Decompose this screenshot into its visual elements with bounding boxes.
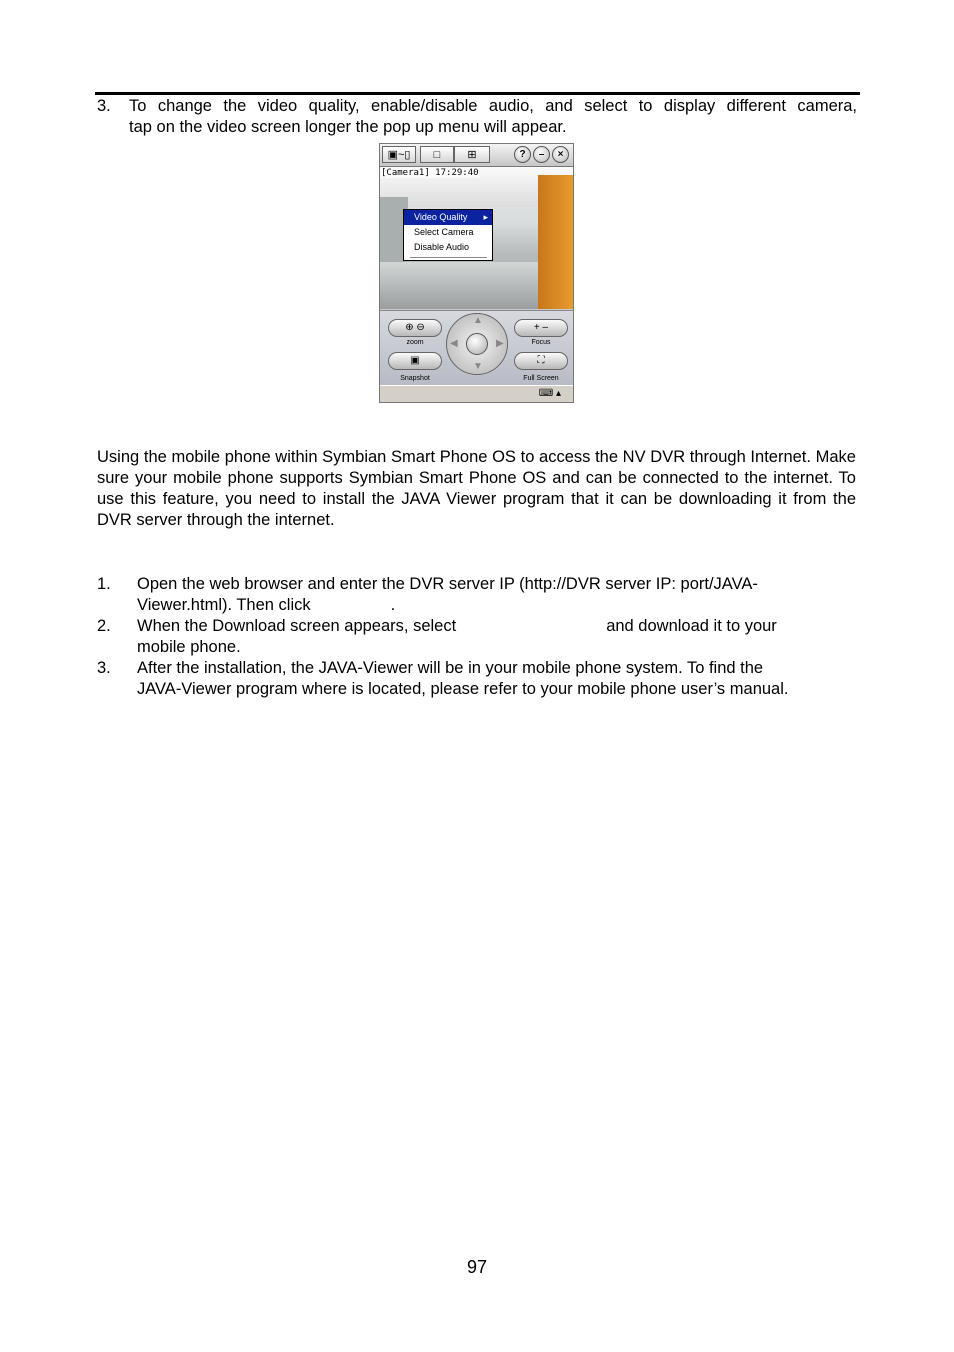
fullscreen-button[interactable]: ⛶	[514, 352, 568, 370]
step-3	[97, 658, 867, 700]
keyboard-icon[interactable]: ⌨ ▴	[538, 388, 561, 399]
snapshot-button[interactable]: ▣	[388, 352, 442, 370]
step-text: When the Download screen appears, select	[137, 617, 457, 635]
menu-item-select-camera[interactable]: Select Camera	[414, 227, 474, 237]
popup-menu	[403, 209, 493, 261]
step-text: Viewer.html). Then click	[137, 596, 311, 614]
help-icon[interactable]: ?	[514, 146, 531, 163]
menu-item-video-quality[interactable]: Video Quality ▸	[404, 210, 492, 225]
control-panel	[380, 310, 573, 385]
step-text: Open the web browser and enter the DVR server IP (http://DVR server IP: port/JAVA-	[137, 575, 758, 593]
focus-buttons[interactable]: + –	[514, 319, 568, 337]
step-2	[97, 616, 867, 658]
zoom-buttons[interactable]: ⊕ ⊖	[388, 319, 442, 337]
page-number: 97	[466, 1257, 488, 1277]
arrow-down-icon[interactable]: ▼	[473, 361, 483, 372]
close-icon[interactable]: ×	[552, 146, 569, 163]
ptz-direction-pad[interactable]	[446, 313, 508, 375]
item-text-line2: tap on the video screen longer the pop up menu will appear.	[129, 118, 567, 136]
header-rule	[95, 92, 860, 95]
connect-icon[interactable]: ▣~▯	[382, 146, 416, 163]
arrow-left-icon[interactable]: ◀	[450, 338, 458, 349]
step-text: and download it to your	[606, 617, 777, 635]
step-text: JAVA-Viewer program where is located, please refer to your mobile phone user’s manual.	[137, 680, 789, 698]
video-door	[538, 175, 573, 309]
step-text: After the installation, the JAVA-Viewer will be in your mobile phone system. To find the	[137, 659, 764, 677]
snapshot-label: Snapshot	[400, 375, 430, 382]
step-text: mobile phone.	[137, 638, 241, 656]
arrow-up-icon[interactable]: ▲	[473, 315, 483, 326]
item-text-line1: To change the video quality, enable/disable audio, and select to display different camera,	[129, 97, 857, 115]
step-number: 2.	[97, 617, 111, 635]
video-screen[interactable]	[380, 167, 573, 309]
symbian-paragraph: Using the mobile phone within Symbian Smart Phone OS to access the NV DVR through Internet. Make sure your mobile phone supports Symbian Smart Phone OS and can be connected to the internet. To use this feature, you need to install the JAVA Viewer program that it can be downloading it from the DVR server through the internet.	[97, 448, 856, 529]
viewer-toolbar	[380, 144, 573, 167]
step-number: 3.	[97, 659, 111, 677]
step-number: 1.	[97, 575, 111, 593]
list-item-3	[97, 96, 857, 138]
fullscreen-label: Full Screen	[523, 375, 559, 382]
minimize-icon[interactable]: –	[533, 146, 550, 163]
ptz-center-button[interactable]	[466, 333, 488, 355]
menu-separator	[410, 257, 487, 258]
item-number: 3.	[97, 97, 111, 115]
step-text: .	[390, 596, 396, 614]
install-steps	[97, 574, 867, 700]
step-1	[97, 574, 867, 616]
zoom-label: zoom	[406, 339, 424, 346]
quad-view-icon[interactable]: ⊞	[454, 146, 490, 163]
arrow-right-icon[interactable]: ▶	[496, 338, 504, 349]
focus-label: Focus	[531, 339, 551, 346]
single-view-icon[interactable]: □	[420, 146, 454, 163]
phone-screenshot	[379, 143, 574, 403]
camera-timestamp: [Camera1] 17:29:40	[381, 168, 479, 178]
taskbar	[380, 385, 573, 403]
menu-item-disable-audio[interactable]: Disable Audio	[414, 242, 470, 252]
